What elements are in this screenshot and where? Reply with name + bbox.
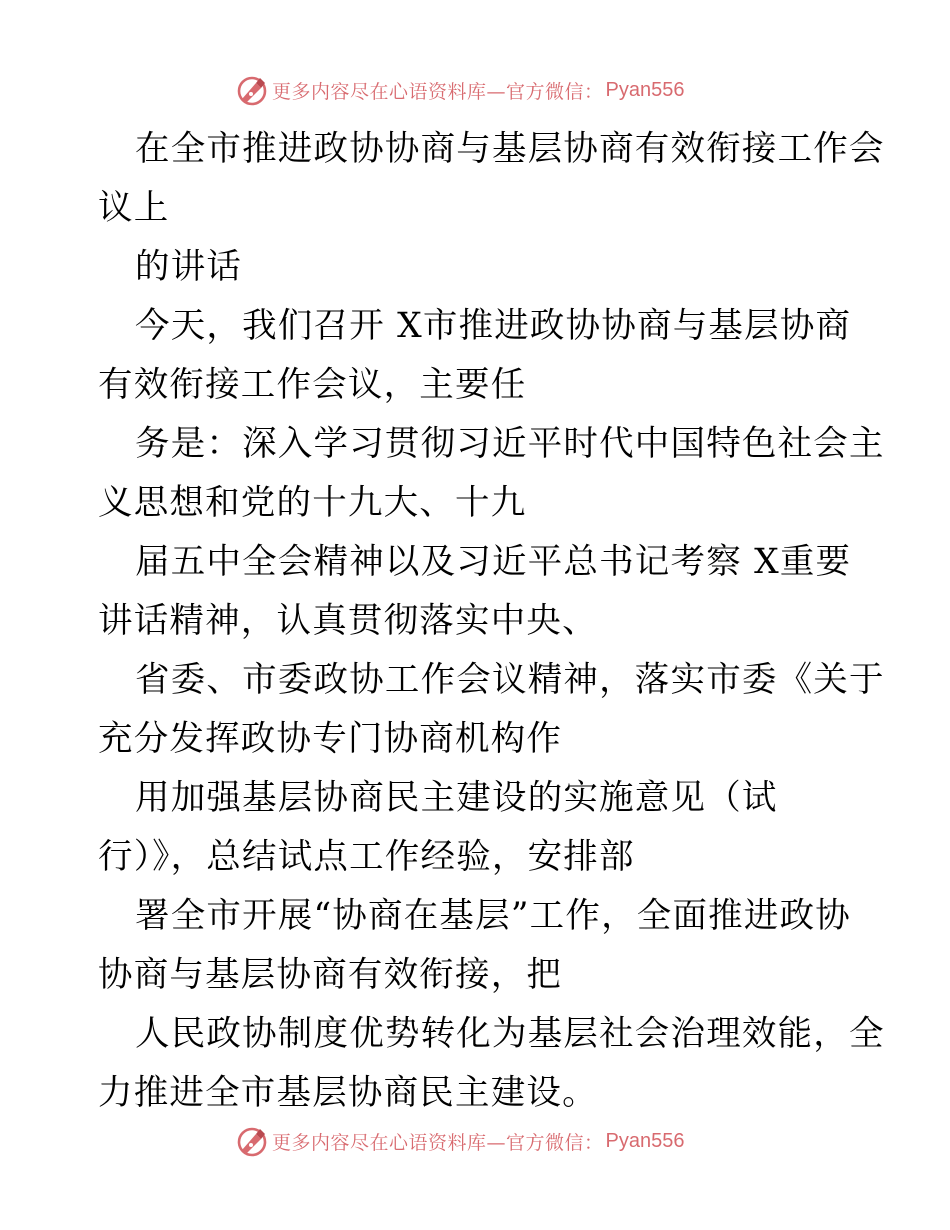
- text-line: 协商与基层协商有效衔接，把: [98, 955, 563, 995]
- text-line: 议上: [98, 188, 170, 228]
- pen-nib-logo-icon: [236, 74, 268, 106]
- text-line: 省委、市委政协工作会议精神，落实市委《关于: [135, 660, 885, 700]
- wechat-id: Pyan556: [605, 1129, 685, 1152]
- text-line: 有效衔接工作会议，主要任: [98, 365, 527, 405]
- text-line: 在全市推进政协协商与基层协商有效衔接工作会: [135, 129, 885, 169]
- footer-watermark-banner: [236, 1124, 684, 1158]
- text-line: 署全市开展“协商在基层”工作，全面推进政协: [135, 896, 851, 936]
- pen-nib-logo-icon: [236, 1125, 268, 1157]
- text-line: 充分发挥政协专门协商机构作: [98, 719, 563, 759]
- text-line: 讲话精神，认真贯彻落实中央、: [98, 601, 598, 641]
- text-line: 届五中全会精神以及习近平总书记考察 X重要: [135, 542, 852, 582]
- text-line: 的讲话: [135, 247, 243, 287]
- document-body: [98, 120, 885, 1123]
- text-line: 务是：深入学习贯彻习近平时代中国特色社会主: [135, 424, 885, 464]
- watermark-text: 更多内容尽在心语资料库—官方微信：: [272, 80, 604, 103]
- text-line: 力推进全市基层协商民主建设。: [98, 1073, 598, 1113]
- text-line: 人民政协制度优势转化为基层社会治理效能，全: [135, 1014, 885, 1054]
- header-watermark-banner: [236, 73, 684, 107]
- watermark-text: 更多内容尽在心语资料库—官方微信：: [272, 1131, 604, 1154]
- text-line: 行）》，总结试点工作经验，安排部: [98, 837, 635, 877]
- text-line: 用加强基层协商民主建设的实施意见（试: [135, 778, 778, 818]
- text-line: 义思想和党的十九大、十九: [98, 483, 527, 523]
- text-line: 今天，我们召开 X市推进政协协商与基层协商: [135, 306, 852, 346]
- wechat-id: Pyan556: [605, 78, 685, 101]
